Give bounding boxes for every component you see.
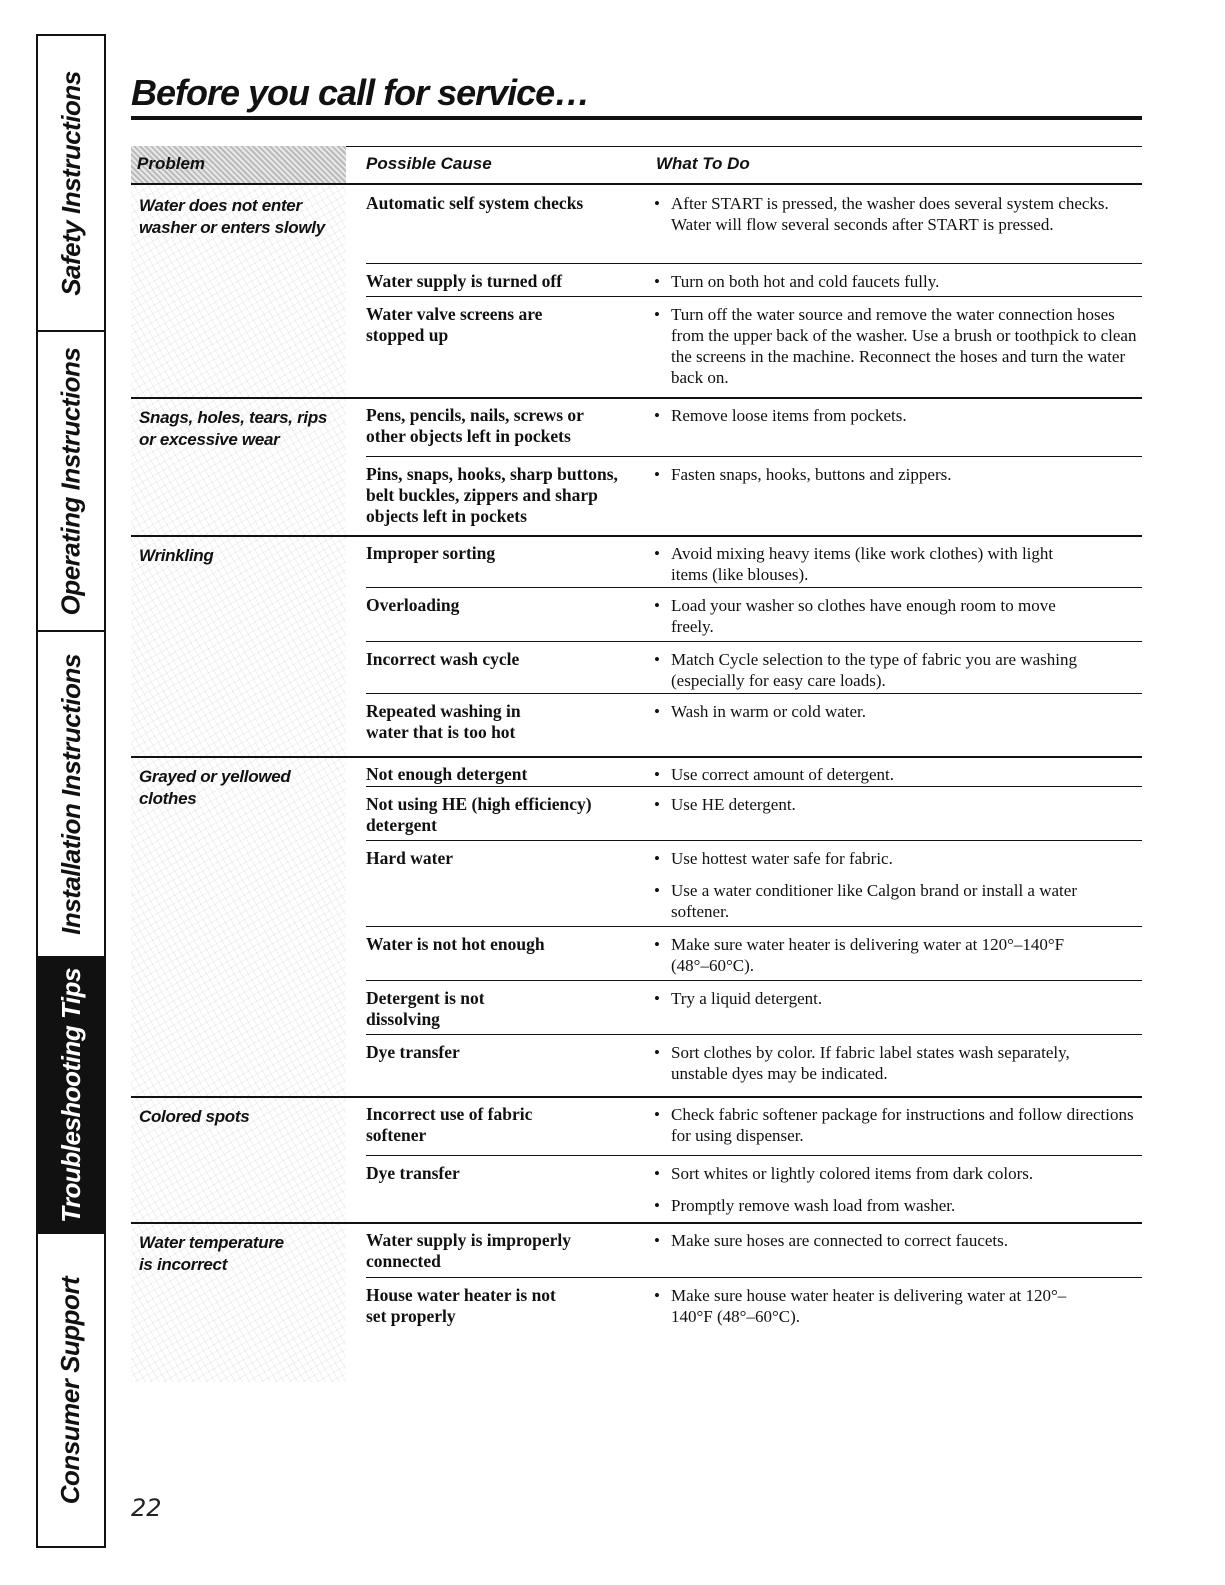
problem-group-snags-holes [131,397,1142,535]
remedy-item: • Promptly remove wash load from washer. [654,1195,1144,1216]
possible-cause: Incorrect wash cycle [366,649,520,669]
possible-cause: Water is not hot enough [366,934,545,954]
page-number: 22 [131,1494,162,1522]
remedy-item: • Turn off the water source and remove the water connection hoses from the upper back of the washer. Use a brush or toothpick to clean the screens in the machine. Reconnect the hoses and turn the water back on. [654,304,1144,388]
possible-cause: Pins, snaps, hooks, sharp buttons, belt buckles, zippers and sharp objects left in pockets [366,464,618,526]
remedy-item: • Make sure house water heater is delivering water at 120°–140°F (48°–60°C). [654,1285,1074,1327]
remedy-item: • Try a liquid detergent. [654,988,1144,1009]
what-to-do [654,1285,1074,1338]
possible-cause: Not using HE (high efficiency) detergent [366,794,592,835]
what-to-do [654,794,1144,826]
what-to-do [654,764,1144,796]
what-to-do [654,649,1094,702]
problem-group-water-temperature [131,1222,1142,1382]
possible-cause: Repeated washing in water that is too hot [366,701,521,742]
problem-group-water-does-not-enter [131,185,1142,397]
remedy-item: • Fasten snaps, hooks, buttons and zippers. [654,464,1144,485]
problem-cell [131,756,346,1096]
problem-label: Grayed or yellowed clothes [139,767,291,808]
tab-label: Troubleshooting Tips [55,967,86,1223]
problem-label: Snags, holes, tears, rips or excessive wear [139,408,328,449]
problem-label: Water does not enter washer or enters slowly [139,196,325,237]
remedy-item: • Use correct amount of detergent. [654,764,1144,785]
row-divider [366,693,1142,694]
possible-cause: Automatic self system checks [366,193,584,213]
possible-cause: Improper sorting [366,543,496,563]
header-what-to-do: What To Do [656,154,750,173]
problem-cell [131,1222,346,1382]
section-tabs [36,34,106,1548]
what-to-do [654,405,1144,437]
possible-cause: House water heater is not set properly [366,1285,556,1326]
possible-cause: Water supply is improperly connected [366,1230,572,1271]
header-possible-cause: Possible Cause [366,154,492,173]
problem-label: Colored spots [139,1107,250,1126]
possible-cause: Overloading [366,595,460,615]
remedy-item: • Sort whites or lightly colored items from dark colors. [654,1163,1144,1184]
remedy-item: • Make sure hoses are connected to correct faucets. [654,1230,1144,1251]
what-to-do [654,543,1084,596]
header-problem [131,146,346,184]
what-to-do [654,1230,1144,1262]
problem-cell [131,397,346,535]
possible-cause: Incorrect use of fabric softener [366,1104,533,1145]
what-to-do [654,464,1144,496]
tab-safety-instructions[interactable] [38,36,104,332]
problem-label: Water temperature is incorrect [139,1233,284,1274]
tab-label: Operating Instructions [55,347,86,615]
what-to-do [654,1104,1144,1157]
row-divider [366,980,1142,981]
row-divider [366,1277,1142,1278]
what-to-do [654,304,1144,399]
row-divider [366,456,1142,457]
remedy-item: • Turn on both hot and cold faucets fully. [654,271,1144,292]
remedy-item: • Use a water conditioner like Calgon brand or install a water softener. [654,880,1094,922]
remedy-item: • Wash in warm or cold water. [654,701,1144,722]
remedy-item: • Remove loose items from pockets. [654,405,1144,426]
possible-cause: Water valve screens are stopped up [366,304,543,345]
possible-cause: Water supply is turned off [366,271,563,291]
problem-cell [131,185,346,397]
problem-cell [131,1096,346,1222]
row-divider [366,263,1142,264]
possible-cause: Hard water [366,848,453,868]
problem-group-wrinkling [131,535,1142,756]
tab-label: Installation Instructions [55,653,86,935]
remedy-item: • Match Cycle selection to the type of fabric you are washing (especially for easy care loads). [654,649,1094,691]
row-divider [366,786,1142,787]
possible-cause: Not enough detergent [366,764,528,784]
remedy-item: • Use hottest water safe for fabric. [654,848,1094,869]
problem-cell [131,535,346,756]
remedy-item: • Use HE detergent. [654,794,1144,815]
remedy-item: • After START is pressed, the washer does several system checks. Water will flow several seconds after START is pressed. [654,193,1144,235]
row-divider [366,1034,1142,1035]
header-problem-label: Problem [137,154,206,173]
what-to-do [654,1042,1114,1095]
what-to-do [654,848,1094,933]
problem-label: Wrinkling [139,546,214,565]
remedy-item: • Avoid mixing heavy items (like work clothes) with light items (like blouses). [654,543,1084,585]
page-title: Before you call for service… [131,72,590,113]
header-rule-top [346,146,1142,147]
tab-troubleshooting-tips[interactable] [38,958,104,1234]
what-to-do [654,271,1144,303]
remedy-item: • Sort clothes by color. If fabric label states wash separately, unstable dyes may be indicated. [654,1042,1114,1084]
what-to-do [654,701,1144,733]
possible-cause: Dye transfer [366,1042,460,1062]
what-to-do [654,1163,1144,1227]
what-to-do [654,193,1144,246]
row-divider [366,1155,1142,1156]
problem-group-grayed-yellowed [131,756,1142,1096]
row-divider [366,926,1142,927]
tab-installation-instructions[interactable] [38,632,104,958]
row-divider [366,641,1142,642]
possible-cause: Detergent is not dissolving [366,988,485,1029]
tab-label: Consumer Support [55,1276,86,1504]
row-divider [366,840,1142,841]
tab-label: Safety Instructions [55,70,86,296]
possible-cause: Pens, pencils, nails, screws or other objects left in pockets [366,405,584,446]
title-rule [131,116,1142,120]
tab-consumer-support[interactable] [38,1234,104,1546]
possible-cause: Dye transfer [366,1163,460,1183]
remedy-item: • Make sure water heater is delivering water at 120°–140°F (48°–60°C). [654,934,1074,976]
row-divider [366,296,1142,297]
problem-group-colored-spots [131,1096,1142,1222]
remedy-item: • Load your washer so clothes have enough room to move freely. [654,595,1074,637]
row-divider [366,587,1142,588]
what-to-do [654,988,1144,1020]
tab-operating-instructions[interactable] [38,332,104,632]
remedy-item: • Check fabric softener package for instructions and follow directions for using dispenser. [654,1104,1144,1146]
